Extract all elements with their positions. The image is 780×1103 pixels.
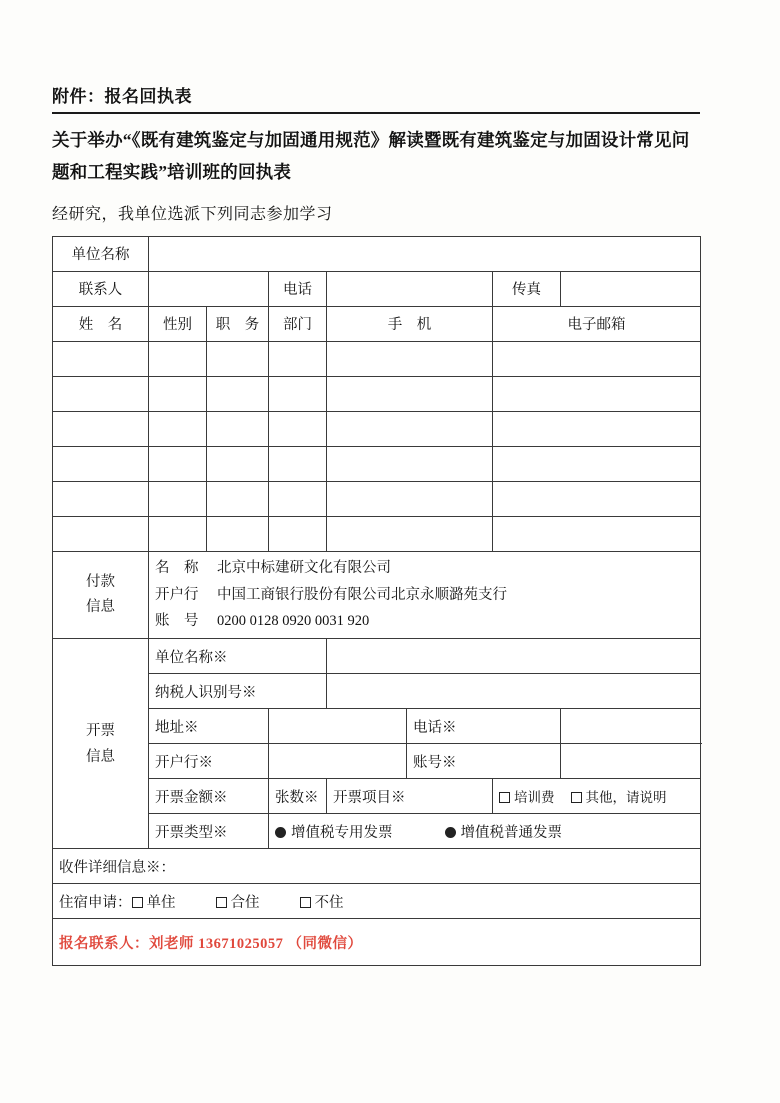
column-header-name: 姓 名	[53, 306, 149, 341]
payment-row-bank	[155, 582, 694, 609]
payment-info-label	[53, 551, 149, 638]
invoice-bank-label: 开户行※	[149, 744, 269, 779]
cell-name[interactable]	[53, 376, 149, 411]
invoice-account-input[interactable]	[561, 744, 701, 779]
invoice-row-bank-account	[53, 744, 701, 779]
payment-value-name: 北京中标建研文化有限公司	[217, 559, 391, 576]
invoice-phone-label: 电话※	[407, 709, 561, 744]
accommodation-option-shared-label: 合住	[230, 894, 260, 911]
table-row	[53, 341, 701, 376]
invoice-label-line2: 信息	[86, 748, 115, 765]
payment-row-account	[155, 608, 694, 635]
invoice-bank-input[interactable]	[269, 744, 407, 779]
cell-department[interactable]	[269, 376, 327, 411]
checkbox-icon[interactable]	[216, 897, 227, 908]
payment-value-account: 0200 0128 0920 0031 920	[217, 613, 370, 630]
accommodation-option-none-label: 不住	[314, 894, 344, 911]
payment-key-account: 账 号	[155, 613, 199, 630]
accommodation-option-single-label: 单住	[146, 894, 176, 911]
invoice-unit-name-label: 单位名称※	[149, 639, 327, 674]
cell-email[interactable]	[493, 481, 701, 516]
registration-contact-phone: 13671025057	[198, 935, 284, 952]
invoice-label-line1: 开票	[86, 722, 115, 739]
accommodation-option-single[interactable]	[132, 891, 176, 912]
invoice-address-label: 地址※	[149, 709, 269, 744]
registration-contact-suffix: （同微信）	[287, 935, 363, 952]
cell-position[interactable]	[207, 376, 269, 411]
column-header-email: 电子邮箱	[493, 306, 701, 341]
payment-key-name: 名 称	[155, 559, 199, 576]
receipt-detail-row	[53, 849, 701, 884]
page-title: 关于举办“《既有建筑鉴定与加固通用规范》解读暨既有建筑鉴定与加固设计常见问题和工程实践”培训班的回执表	[52, 130, 690, 183]
cell-email[interactable]	[493, 446, 701, 481]
registration-form-table	[52, 236, 701, 966]
cell-mobile[interactable]	[327, 341, 493, 376]
invoice-type-options	[269, 814, 701, 849]
registration-contact-prefix: 报名联系人：刘老师	[59, 935, 194, 952]
cell-mobile[interactable]	[327, 376, 493, 411]
table-row	[53, 481, 701, 516]
unit-name-input[interactable]	[149, 236, 701, 271]
invoice-sheets-label: 张数※	[269, 779, 327, 814]
table-row	[53, 376, 701, 411]
cell-mobile[interactable]	[327, 516, 493, 551]
invoice-item-option-training[interactable]	[499, 786, 555, 806]
radio-icon[interactable]	[275, 827, 286, 838]
unit-name-label: 单位名称	[53, 236, 149, 271]
cell-name[interactable]	[53, 341, 149, 376]
fax-input[interactable]	[561, 271, 701, 306]
checkbox-icon[interactable]	[571, 792, 582, 803]
invoice-row-taxpayer-id	[53, 674, 701, 709]
cell-name[interactable]	[53, 446, 149, 481]
cell-position[interactable]	[207, 481, 269, 516]
invoice-row-type	[53, 814, 701, 849]
cell-position[interactable]	[207, 341, 269, 376]
accommodation-label: 住宿申请：	[59, 894, 132, 911]
cell-department[interactable]	[269, 446, 327, 481]
invoice-type-option-special[interactable]	[275, 821, 393, 842]
invoice-item-label: 开票项目※	[327, 779, 493, 814]
cell-mobile[interactable]	[327, 411, 493, 446]
invoice-type-option-special-label: 增值税专用发票	[291, 824, 393, 841]
phone-input[interactable]	[327, 271, 493, 306]
cell-mobile[interactable]	[327, 446, 493, 481]
invoice-phone-input[interactable]	[561, 709, 701, 744]
table-row-contact	[53, 271, 701, 306]
checkbox-icon[interactable]	[300, 897, 311, 908]
document-content	[52, 82, 700, 966]
radio-icon[interactable]	[445, 827, 456, 838]
cell-department[interactable]	[269, 481, 327, 516]
cell-name[interactable]	[53, 516, 149, 551]
invoice-item-option-other[interactable]	[571, 786, 667, 806]
cell-position[interactable]	[207, 516, 269, 551]
payment-value-bank: 中国工商银行股份有限公司北京永顺潞苑支行	[217, 586, 507, 603]
cell-email[interactable]	[493, 516, 701, 551]
contact-label: 联系人	[53, 271, 149, 306]
cell-email[interactable]	[493, 411, 701, 446]
receipt-detail-label[interactable]: 收件详细信息※：	[53, 849, 701, 884]
payment-info-row	[53, 551, 701, 638]
payment-label-line1: 付款	[86, 574, 115, 591]
cell-name[interactable]	[53, 411, 149, 446]
column-header-department: 部门	[269, 306, 327, 341]
column-header-position: 职 务	[207, 306, 269, 341]
invoice-item-option-training-label: 培训费	[514, 789, 555, 805]
invoice-row-amount-item	[53, 779, 701, 814]
payment-info-body	[149, 551, 701, 638]
checkbox-icon[interactable]	[132, 897, 143, 908]
cell-gender[interactable]	[149, 481, 207, 516]
column-header-gender: 性别	[149, 306, 207, 341]
attachment-title: 附件：报名回执表	[52, 82, 700, 114]
cell-position[interactable]	[207, 446, 269, 481]
cell-email[interactable]	[493, 376, 701, 411]
cell-department[interactable]	[269, 411, 327, 446]
invoice-taxpayer-id-label: 纳税人识别号※	[149, 674, 327, 709]
table-header-row	[53, 306, 701, 341]
cell-gender[interactable]	[149, 411, 207, 446]
cell-gender[interactable]	[149, 376, 207, 411]
cell-position[interactable]	[207, 411, 269, 446]
footer-contact-row	[53, 919, 701, 966]
cell-email[interactable]	[493, 341, 701, 376]
invoice-row-unit-name	[53, 639, 701, 674]
fax-label: 传真	[493, 271, 561, 306]
invoice-address-input[interactable]	[269, 709, 407, 744]
accommodation-option-shared[interactable]	[216, 891, 260, 912]
intro-line: 经研究，我单位选派下列同志参加学习	[52, 205, 333, 223]
accommodation-row	[53, 884, 701, 919]
contact-input[interactable]	[149, 271, 269, 306]
invoice-amount-label: 开票金额※	[149, 779, 269, 814]
payment-key-bank: 开户行	[155, 586, 199, 603]
cell-gender[interactable]	[149, 341, 207, 376]
accommodation-option-none[interactable]	[300, 891, 344, 912]
payment-row-name	[155, 555, 694, 582]
table-row	[53, 446, 701, 481]
invoice-account-label: 账号※	[407, 744, 561, 779]
invoice-type-label: 开票类型※	[149, 814, 269, 849]
invoice-item-option-other-label: 其他，请说明	[585, 789, 667, 805]
payment-label-line2: 信息	[86, 598, 115, 615]
cell-gender[interactable]	[149, 446, 207, 481]
checkbox-icon[interactable]	[499, 792, 510, 803]
invoice-type-option-general[interactable]	[445, 821, 563, 842]
table-row	[53, 516, 701, 551]
invoice-item-options	[493, 779, 701, 814]
cell-department[interactable]	[269, 516, 327, 551]
phone-label: 电话	[269, 271, 327, 306]
column-header-mobile: 手 机	[327, 306, 493, 341]
invoice-row-address-phone	[53, 709, 701, 744]
cell-name[interactable]	[53, 481, 149, 516]
cell-gender[interactable]	[149, 516, 207, 551]
invoice-taxpayer-id-input[interactable]	[327, 674, 701, 709]
accommodation-cell	[53, 884, 701, 919]
cell-mobile[interactable]	[327, 481, 493, 516]
invoice-info-label	[53, 639, 149, 849]
invoice-unit-name-input[interactable]	[327, 639, 701, 674]
invoice-type-option-general-label: 增值税普通发票	[460, 824, 562, 841]
registration-contact	[53, 919, 701, 966]
table-row	[53, 411, 701, 446]
cell-department[interactable]	[269, 341, 327, 376]
table-row-unit-name	[53, 236, 701, 271]
